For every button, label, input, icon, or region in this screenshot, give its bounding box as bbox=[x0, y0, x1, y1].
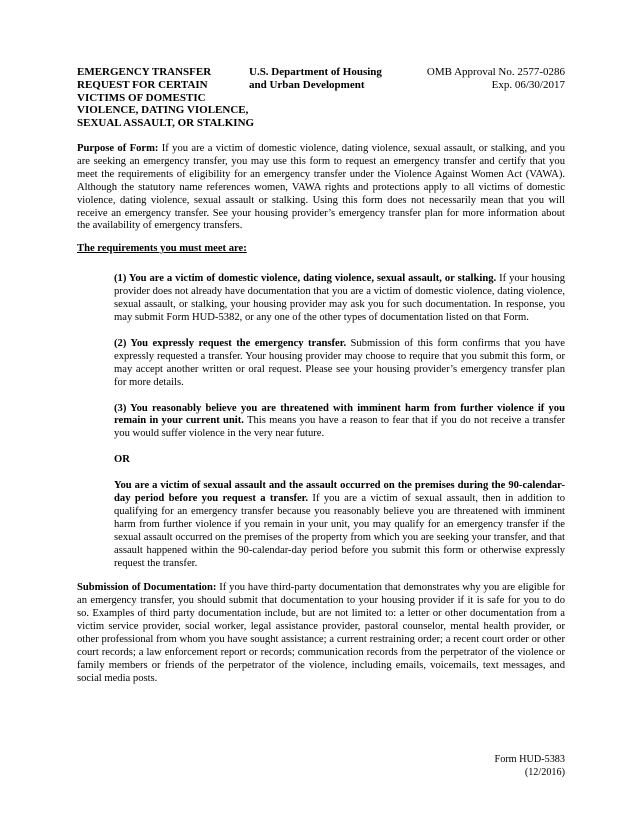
purpose-text: If you are a victim of domestic violence, dating violence, sexual assault, or stalking, and you are seeking an emergency transfer, you may use this form to request an emergency transfer and certify that you meet the requirements of eligibility for an emergency transfer under the Violence Against Women Act (VAWA). Although the statutory name references women, VAWA rights and protections apply to all victims of domestic violence, dating violence, sexual assault or stalking. Using this form does not necessarily mean that you will receive an emergency transfer. See your housing provider’s emergency transfer plan for more information about the availability of emergency transfers. bbox=[77, 143, 565, 232]
requirement-2-text: Submission of this form confirms that you have expressly requested a transfer. Your housing provider may choose to require that you submit this form, or may accept another written or oral request. Please see your housing provider’s emergency transfer plan for more details. bbox=[114, 337, 565, 388]
form-title-line: VIOLENCE, DATING VIOLENCE, bbox=[77, 104, 249, 117]
form-revision-date: (12/2016) bbox=[524, 766, 565, 778]
or-separator: OR bbox=[114, 454, 130, 466]
submission-label: Submission of Documentation: bbox=[77, 582, 217, 594]
requirement-3-text: This means you have a reason to fear that if you do not receive a transfer you would suffer violence in the very near future. bbox=[114, 415, 565, 440]
requirement-2 bbox=[114, 338, 565, 390]
form-footer bbox=[495, 754, 565, 779]
agency-name bbox=[249, 66, 419, 92]
requirements-heading: The requirements you must meet are: bbox=[77, 243, 247, 255]
omb-approval bbox=[405, 66, 565, 92]
form-number: Form HUD-5383 bbox=[494, 754, 565, 765]
requirement-2-title: (2) You expressly request the emergency transfer. bbox=[114, 337, 347, 349]
document-page bbox=[77, 66, 565, 686]
form-title-line: VICTIMS OF DOMESTIC bbox=[77, 91, 206, 104]
form-title-line: SEXUAL ASSAULT, OR STALKING bbox=[77, 117, 255, 130]
agency-name-line: and Urban Development bbox=[249, 78, 365, 91]
form-title-line: REQUEST FOR CERTAIN bbox=[77, 78, 208, 91]
purpose-paragraph bbox=[77, 143, 565, 233]
requirement-alternative-title: You are a victim of sexual assault and the assault occurred on the premises during the 90-calendar-day period before you request a transfer. bbox=[114, 480, 565, 505]
requirement-1 bbox=[114, 273, 565, 325]
requirement-1-text: If your housing provider does not already have documentation that you are a victim of domestic violence, dating violence, sexual assault, or stalking, your housing provider may ask you for such documentation. In response, you may submit Form HUD-5382, or any one of the other types of documentation listed on that Form. bbox=[114, 273, 565, 323]
submission-paragraph bbox=[77, 582, 565, 685]
requirement-3-title: (3) You reasonably believe you are threatened with imminent harm from further violence if you remain in your current unit. bbox=[114, 402, 565, 427]
form-title-line: EMERGENCY TRANSFER bbox=[77, 66, 212, 78]
purpose-label: Purpose of Form: bbox=[77, 143, 159, 154]
requirement-alternative bbox=[114, 480, 565, 570]
requirement-1-title: (1) You are a victim of domestic violence, dating violence, sexual assault, or stalking. bbox=[114, 273, 497, 285]
omb-approval-number: OMB Approval No. 2577-0286 bbox=[426, 66, 565, 78]
requirement-3 bbox=[114, 403, 565, 442]
form-header bbox=[77, 66, 565, 134]
submission-text: If you have third-party documentation that demonstrates why you are eligible for an emergency transfer, you should submit that documentation to your housing provider if it is safe for you to do so. Examples of third party documentation include, but are not limited to: a letter or other documentation from a victim service provider, social worker, legal assistance provider, pastoral counselor, mental health provider, or other professional from whom you have sought assistance; a current restraining order; a recent court order or other court records; a law enforcement report or records; communication records from the perpetrator of the violence or family members or friends of the perpetrator of the violence, including emails, voicemails, text messages, and social media posts. bbox=[77, 582, 565, 684]
omb-expiration: Exp. 06/30/2017 bbox=[491, 78, 565, 91]
form-title bbox=[77, 66, 257, 130]
agency-name-line: U.S. Department of Housing bbox=[249, 66, 382, 78]
requirement-alternative-text: If you are a victim of sexual assault, then in addition to qualifying for an emergency transfer because you reasonably believe you are threatened with imminent harm from further violence if you remain in your unit, you may qualify for an emergency transfer if the sexual assault occurred on the premises of the property from which you are seeking your transfer, and that assault happened within the 90-calendar-day period before you submit this form or otherwise expressly request the transfer. bbox=[114, 493, 565, 569]
